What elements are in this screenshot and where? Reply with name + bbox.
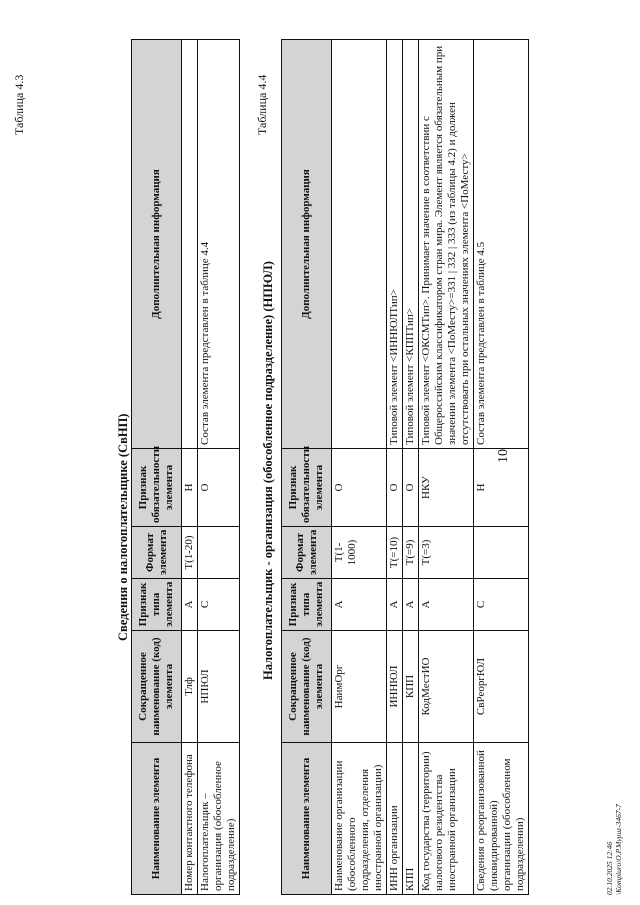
footer-path: \Kompiuro\O.P.Mypuz-3467-7 <box>613 804 623 895</box>
header-cell: Признак типа элемента <box>282 579 332 631</box>
header-cell: Наименование элемента <box>282 743 332 895</box>
table-cell: О <box>386 449 402 527</box>
header-cell: Признак обязательности элемента <box>282 449 332 527</box>
header-cell: Дополнительная информация <box>132 40 182 449</box>
table-row <box>386 40 402 895</box>
table-cell: Номер контактного телефона <box>182 743 198 895</box>
page-number: 10 <box>496 449 511 463</box>
table-cell: Код государства (территории) налогового резидентства иностранной организации <box>418 743 473 895</box>
table-4-3-title: Сведения о налогоплательщике (СвНП) <box>116 413 130 641</box>
header-cell: Наименование элемента <box>132 743 182 895</box>
footer-timestamp: 02.10.2025 12:46 <box>605 841 614 895</box>
table-cell: А <box>386 579 402 631</box>
table-cell: А <box>332 579 387 631</box>
table-cell: А <box>402 579 418 631</box>
table-cell: А <box>182 579 198 631</box>
table-cell: С <box>473 579 528 631</box>
landscape-page <box>8 15 628 895</box>
header-cell: Признак типа элемента <box>132 579 182 631</box>
table-row <box>332 40 387 895</box>
table-cell: Тлф <box>182 631 198 743</box>
header-cell: Признак обязательности элемента <box>132 449 182 527</box>
table-cell: С <box>197 579 239 631</box>
table-cell: Н <box>182 449 198 527</box>
table-cell: ИНН организации <box>386 743 402 895</box>
header-cell: Формат элемента <box>282 527 332 579</box>
table-cell: Наименование организации (обособленного подразделения, отделения иностранной организации) <box>332 743 387 895</box>
table-4-3 <box>131 39 240 895</box>
table-cell: Сведения о реорганизованной (ликвидированной) организации (обособленном подразделении) <box>473 743 528 895</box>
table-cell <box>182 40 198 449</box>
table-cell: О <box>332 449 387 527</box>
table-cell: Т(1-1000) <box>332 527 387 579</box>
table-row <box>182 40 198 895</box>
table-4-4 <box>281 39 529 895</box>
table-cell: НКУ <box>418 449 473 527</box>
table-cell: Т(=9) <box>402 527 418 579</box>
table-cell: КПП <box>402 743 418 895</box>
table-cell: Т(=10) <box>386 527 402 579</box>
table-4-3-header-row <box>132 40 182 895</box>
table-cell: Т(1-20) <box>182 527 198 579</box>
table-cell: Типовой элемент <ИННЮЛТип> <box>386 40 402 449</box>
table-cell <box>197 527 239 579</box>
table-row <box>418 40 473 895</box>
table-cell: НПЮЛ <box>197 631 239 743</box>
document-footer <box>606 804 623 895</box>
header-cell: Формат элемента <box>132 527 182 579</box>
table-cell: КодМестИО <box>418 631 473 743</box>
table-cell: Налогоплательщик – организация (обособленное подразделение) <box>197 743 239 895</box>
table-4-4-label: Таблица 4.4 <box>255 74 269 135</box>
table-cell: ИННЮЛ <box>386 631 402 743</box>
table-cell: О <box>197 449 239 527</box>
table-cell: А <box>418 579 473 631</box>
table-cell <box>473 527 528 579</box>
table-cell: КПП <box>402 631 418 743</box>
header-cell: Сокращенное наименование (код) элемента <box>282 631 332 743</box>
table-4-3-label: Таблица 4.3 <box>12 74 26 135</box>
table-cell: О <box>402 449 418 527</box>
header-cell: Дополнительная информация <box>282 40 332 449</box>
table-4-4-header-row <box>282 40 332 895</box>
header-cell: Сокращенное наименование (код) элемента <box>132 631 182 743</box>
table-cell: СвРеоргЮЛ <box>473 631 528 743</box>
table-cell <box>332 40 387 449</box>
table-cell: НаимОрг <box>332 631 387 743</box>
table-4-4-title: Налогоплательщик - организация (обособленное подразделение) (НПЮЛ) <box>261 261 275 680</box>
table-row <box>197 40 239 895</box>
table-cell: Типовой элемент <КППТип> <box>402 40 418 449</box>
table-cell: Н <box>473 449 528 527</box>
table-cell: Состав элемента представлен в таблице 4.4 <box>197 40 239 449</box>
table-row <box>473 40 528 895</box>
table-cell: Состав элемента представлен в таблице 4.5 <box>473 40 528 449</box>
table-row <box>402 40 418 895</box>
table-cell: Т(=3) <box>418 527 473 579</box>
table-cell: Типовой элемент <ОКСМТип>. Принимает значение в соответствии с Общероссийским классификатором стран мира. Элемент является обязательным при значении элемента <ПоМесту>=331 | 332 | 333 (из таблицы 4.2) и должен отсутствовать при остальных значениях элемента <ПоМесту> <box>418 40 473 449</box>
